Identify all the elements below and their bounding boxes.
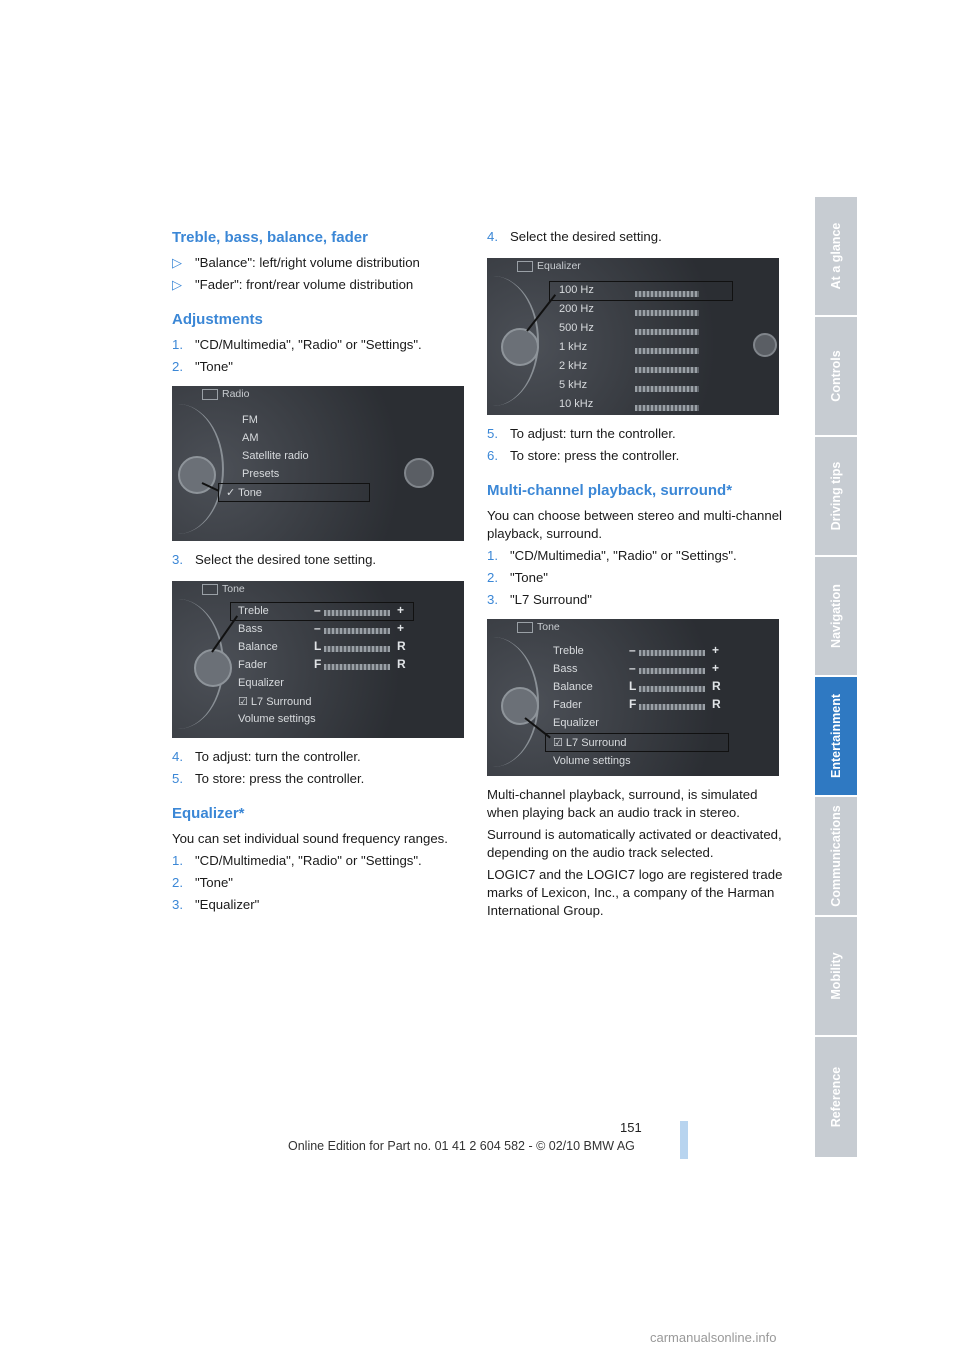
- multi-step-1: 1. "CD/Multimedia", "Radio" or "Settings".: [487, 548, 737, 563]
- surround-screenshot: [487, 619, 779, 776]
- step-4-select: 4. Select the desired setting.: [487, 229, 662, 244]
- heading-multichannel: Multi-channel playback, surround*: [487, 482, 733, 499]
- tone-item-fader: Fader: [553, 699, 582, 711]
- eq-step-1: 1. "CD/Multimedia", "Radio" or "Settings".: [172, 853, 422, 868]
- eq-bar: [635, 348, 699, 354]
- step-5-adjust: 5. To adjust: turn the controller.: [487, 426, 676, 441]
- controller-knob-icon: [501, 687, 539, 725]
- fader-bar: [324, 664, 390, 670]
- menu-item-satellite: Satellite radio: [242, 450, 309, 462]
- eq-band: 2 kHz: [559, 360, 588, 372]
- bullet-balance: ▷ "Balance": left/right volume distribution: [172, 255, 420, 270]
- plus-icon: +: [397, 603, 405, 617]
- balance-bar: [639, 686, 705, 692]
- eq-band: 500 Hz: [559, 322, 594, 334]
- tab-mobility[interactable]: Mobility: [815, 917, 857, 1037]
- left-column: [172, 228, 468, 918]
- heading-equalizer: Equalizer*: [172, 805, 245, 822]
- fader-bar: [639, 704, 705, 710]
- tone-item-bass: Bass: [238, 623, 263, 635]
- menu-item-fm: FM: [242, 414, 258, 426]
- tab-navigation[interactable]: Navigation: [815, 557, 857, 677]
- tone-item-treble: Treble: [238, 605, 269, 617]
- eq-bar: [635, 405, 699, 411]
- heading-treble: Treble, bass, balance, fader: [172, 229, 368, 246]
- tone-item-treble: Treble: [553, 645, 584, 657]
- menu-item-tone: ✓ Tone: [226, 487, 262, 499]
- left-label: L: [314, 639, 322, 653]
- eq-bar: [635, 367, 699, 373]
- eq-intro: You can set individual sound frequency ranges.: [172, 831, 448, 846]
- tone-item-volume: Volume settings: [238, 713, 316, 725]
- tone-item-surround: ☑ L7 Surround: [553, 737, 627, 749]
- controller-knob-icon: [501, 328, 539, 366]
- bass-bar: [639, 668, 705, 674]
- tab-at-a-glance[interactable]: At a glance: [815, 197, 857, 317]
- equalizer-icon: [517, 261, 533, 272]
- screen-title: Tone: [202, 583, 245, 595]
- watermark: carmanualsonline.info: [650, 1330, 777, 1345]
- tone-icon: [517, 622, 533, 633]
- eq-bar: [635, 329, 699, 335]
- bass-bar: [324, 628, 390, 634]
- highlight-box: [218, 483, 370, 502]
- tab-entertainment[interactable]: Entertainment: [815, 677, 857, 797]
- chapter-sidebar: [815, 197, 857, 1159]
- tone-item-balance: Balance: [553, 681, 593, 693]
- right-knob-icon: [404, 458, 434, 488]
- minus-icon: –: [629, 643, 636, 657]
- equalizer-screenshot: [487, 258, 779, 415]
- tab-reference[interactable]: Reference: [815, 1037, 857, 1159]
- front-label: F: [314, 657, 322, 671]
- multi-intro: You can choose between stereo and multi-channel playback, surround.: [487, 508, 782, 541]
- step-4: 4. To adjust: turn the controller.: [172, 749, 361, 764]
- right-column: [487, 228, 783, 924]
- step-3: 3. Select the desired tone setting.: [172, 552, 377, 567]
- page-marker: [680, 1121, 688, 1159]
- screen-title: Radio: [202, 388, 249, 400]
- plus-knob-icon: [753, 333, 777, 357]
- tone-screenshot: [172, 581, 464, 738]
- controller-knob-icon: [194, 649, 232, 687]
- para-simulated: Multi-channel playback, surround, is simulated when playing back an audio track in stereo.: [487, 787, 758, 820]
- para-automatic: Surround is automatically activated or deactivated, depending on the audio track selected.: [487, 827, 782, 860]
- eq-band: 10 kHz: [559, 398, 594, 410]
- para-trademark: LOGIC7 and the LOGIC7 logo are registered trade marks of Lexicon, Inc., a company of the Harman International Group.: [487, 867, 783, 918]
- heading-adjustments: Adjustments: [172, 311, 263, 328]
- multi-step-3: 3. "L7 Surround": [487, 592, 592, 607]
- tone-item-surround: ☑ L7 Surround: [238, 696, 312, 708]
- eq-band: 5 kHz: [559, 379, 588, 391]
- tone-item-bass: Bass: [553, 663, 578, 675]
- tone-item-equalizer: Equalizer: [553, 717, 599, 729]
- step-1: 1. "CD/Multimedia", "Radio" or "Settings".: [172, 337, 422, 352]
- multi-step-2: 2. "Tone": [487, 570, 548, 585]
- highlight-box: [545, 733, 729, 752]
- plus-icon: +: [712, 661, 720, 675]
- tab-driving-tips[interactable]: Driving tips: [815, 437, 857, 557]
- plus-icon: +: [712, 643, 720, 657]
- rear-label: R: [397, 657, 406, 671]
- right-label: R: [397, 639, 406, 653]
- plus-icon: +: [397, 621, 405, 635]
- tab-controls[interactable]: Controls: [815, 317, 857, 437]
- tone-icon: [202, 584, 218, 595]
- rear-label: R: [712, 697, 721, 711]
- eq-bar: [635, 386, 699, 392]
- tab-communications[interactable]: Communications: [815, 797, 857, 917]
- tone-item-equalizer: Equalizer: [238, 677, 284, 689]
- eq-band: 200 Hz: [559, 303, 594, 315]
- minus-icon: –: [314, 621, 321, 635]
- step-5: 5. To store: press the controller.: [172, 771, 365, 786]
- tone-item-fader: Fader: [238, 659, 267, 671]
- menu-item-presets: Presets: [242, 468, 280, 480]
- step-2: 2. "Tone": [172, 359, 233, 374]
- tone-item-volume: Volume settings: [553, 755, 631, 767]
- menu-item-am: AM: [242, 432, 259, 444]
- treble-bar: [639, 650, 705, 656]
- footer-edition: Online Edition for Part no. 01 41 2 604 582 - © 02/10 BMW AG: [288, 1139, 635, 1153]
- screen-title: Equalizer: [517, 260, 581, 272]
- page-number: 151: [620, 1120, 642, 1135]
- front-label: F: [629, 697, 637, 711]
- minus-icon: –: [629, 661, 636, 675]
- highlight-box: [230, 602, 414, 621]
- eq-band: 100 Hz: [559, 284, 594, 296]
- highlight-box: [549, 281, 733, 301]
- balance-bar: [324, 646, 390, 652]
- bullet-icon: ▷: [172, 277, 183, 292]
- eq-band: 1 kHz: [559, 341, 588, 353]
- step-6-store: 6. To store: press the controller.: [487, 448, 680, 463]
- radio-screenshot: [172, 386, 464, 541]
- radio-icon: [202, 389, 218, 400]
- minus-icon: –: [314, 603, 321, 617]
- left-label: L: [629, 679, 637, 693]
- screen-title: Tone: [517, 621, 560, 633]
- bullet-fader: ▷ "Fader": front/rear volume distribution: [172, 277, 414, 292]
- eq-step-2: 2. "Tone": [172, 875, 233, 890]
- eq-step-3: 3. "Equalizer": [172, 897, 260, 912]
- bullet-icon: ▷: [172, 255, 183, 270]
- right-label: R: [712, 679, 721, 693]
- tone-item-balance: Balance: [238, 641, 278, 653]
- eq-bar: [635, 310, 699, 316]
